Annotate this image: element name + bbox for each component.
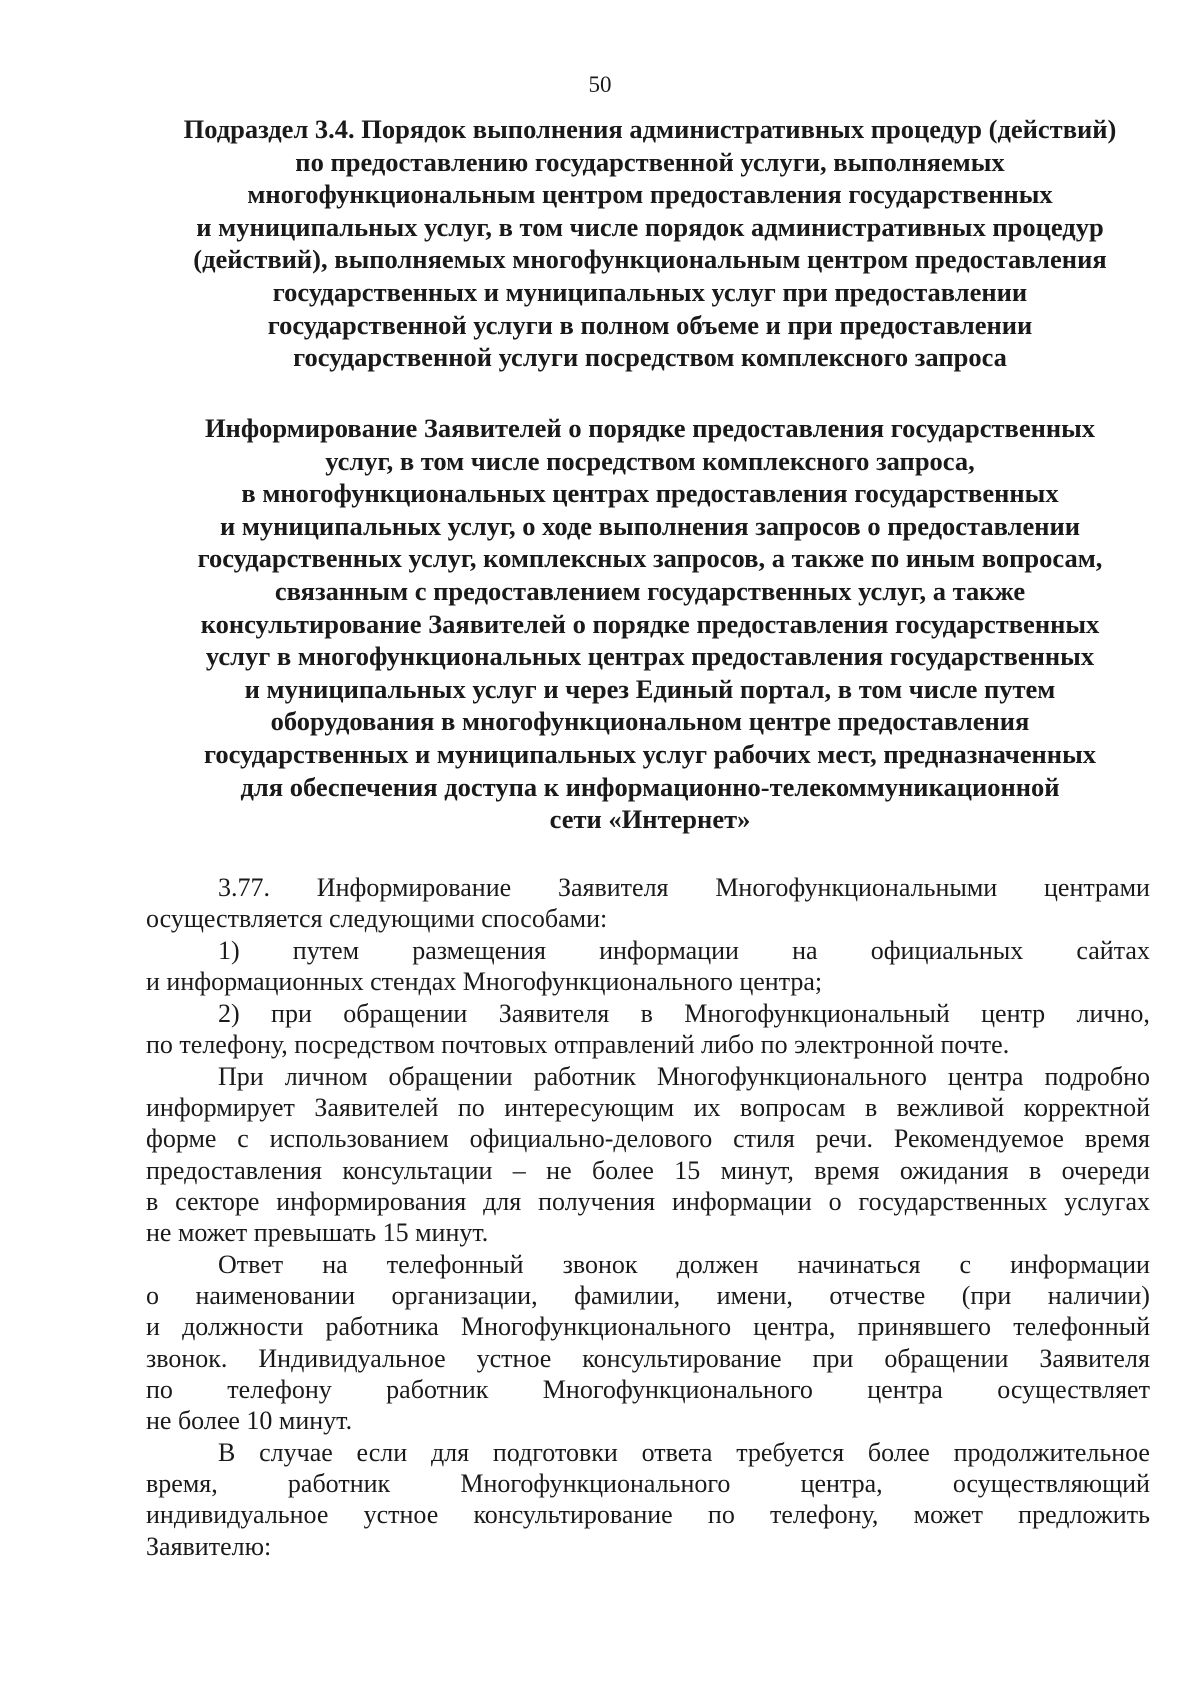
word: информации <box>1010 1250 1150 1279</box>
word: время <box>1084 1124 1150 1154</box>
word: устное <box>363 1500 439 1530</box>
word: на <box>322 1250 348 1279</box>
text-line: не может превышать 15 минут. <box>146 1218 489 1248</box>
word: Многофункционального <box>461 1312 732 1342</box>
word: центра <box>867 1374 943 1404</box>
heading-line: консультирование Заявителей о порядке предоставления государственных <box>200 608 1100 639</box>
text-line: осуществляется следующими способами: <box>146 904 608 934</box>
heading-line: государственных услуг, комплексных запросов, а также по иным вопросам, <box>197 543 1103 574</box>
paragraph-3-77 <box>146 872 1150 934</box>
heading-line: услуг, в том числе посредством комплексного запроса, <box>325 445 975 476</box>
heading-line: Информирование Заявителей о порядке предоставления государственных <box>204 413 1096 443</box>
text-line: по телефону, посредством почтовых отправлений либо по электронной почте. <box>146 1030 1010 1060</box>
text-line <box>146 1186 1150 1217</box>
word: вопросам <box>739 1093 846 1123</box>
word: с <box>237 1124 249 1154</box>
text-line <box>146 1311 1150 1342</box>
text-line <box>146 1437 1150 1468</box>
paragraph-phone-answer <box>146 1249 1150 1436</box>
word: Рекомендуемое <box>893 1124 1064 1154</box>
word: При <box>218 1062 264 1091</box>
word: Многофункциональными <box>715 873 998 902</box>
word: для <box>483 1186 522 1216</box>
word: должен <box>676 1250 759 1279</box>
word: при <box>271 999 312 1028</box>
text-line <box>146 1343 1150 1374</box>
text-line <box>146 935 1150 966</box>
word: индивидуальное <box>146 1500 329 1530</box>
word: информации <box>599 936 739 965</box>
word: не <box>546 1155 572 1185</box>
text-line <box>146 1468 1150 1499</box>
word: размещения <box>412 936 546 965</box>
word: случае <box>259 1438 333 1467</box>
text-line <box>146 1061 1150 1092</box>
word: в <box>864 1093 878 1123</box>
word: стиля <box>733 1124 795 1154</box>
word: при <box>812 1343 854 1373</box>
list-item-1 <box>146 935 1150 997</box>
word: Многофункциональный <box>684 999 950 1028</box>
word: подготовки <box>492 1438 618 1467</box>
word: Заявителя <box>557 873 669 902</box>
word: консультирование <box>582 1343 782 1373</box>
word: на <box>792 936 818 965</box>
text-line <box>146 1499 1150 1530</box>
word: по <box>457 1093 485 1123</box>
word: устное <box>476 1343 552 1373</box>
word: минут, <box>720 1155 794 1185</box>
word: звонок <box>562 1250 638 1279</box>
heading-line: услуг в многофункциональных центрах предоставления государственных <box>205 641 1095 672</box>
heading-line: государственной услуги в полном объеме и при предоставлении <box>267 309 1033 340</box>
text-line: не более 10 минут. <box>146 1406 353 1436</box>
word: может <box>913 1500 983 1530</box>
text-line: Заявителю: <box>146 1531 272 1561</box>
word: если <box>356 1438 408 1467</box>
word: телефонный <box>386 1250 524 1279</box>
list-item-2 <box>146 998 1150 1060</box>
heading-line: многофункциональным центром предоставления государственных <box>247 179 1053 210</box>
text-line <box>146 1092 1150 1123</box>
word: лично, <box>1076 999 1150 1028</box>
informing-heading <box>140 412 1160 836</box>
word: в <box>1028 1155 1042 1185</box>
word: обращении <box>343 999 468 1028</box>
word: начинаться <box>797 1250 921 1279</box>
text-line <box>146 1155 1150 1186</box>
word: о <box>146 1281 159 1311</box>
word: очереди <box>1061 1155 1150 1185</box>
word: требуется <box>736 1438 845 1467</box>
heading-line: по предоставлению государственной услуги, выполняемых <box>295 146 1005 177</box>
text-line <box>146 1123 1150 1154</box>
word: путем <box>292 936 360 965</box>
word: звонок. <box>146 1343 228 1373</box>
word: работника <box>325 1312 439 1342</box>
word: и <box>146 1312 160 1342</box>
word: Ответ <box>218 1250 284 1279</box>
word: телефону <box>227 1374 332 1404</box>
word: Многофункционального <box>656 1062 927 1091</box>
page-number: 50 <box>588 72 612 97</box>
paragraph-longer-preparation <box>146 1437 1150 1562</box>
word: Информирование <box>316 873 512 902</box>
subsection-heading <box>140 113 1160 374</box>
word: Заявителя <box>498 999 610 1028</box>
word: обращении <box>388 1062 513 1091</box>
word: работник <box>533 1062 636 1091</box>
word: ожидания <box>899 1155 1009 1185</box>
heading-line: и муниципальных услуг, о ходе выполнения запросов о предоставлении <box>219 510 1081 541</box>
word: ответа <box>641 1438 713 1467</box>
word: подробно <box>1044 1062 1150 1091</box>
word: консультирование <box>473 1500 673 1530</box>
text-line <box>146 872 1150 903</box>
text-line <box>146 1374 1150 1405</box>
word: информации <box>671 1186 812 1216</box>
word: центр <box>981 999 1046 1028</box>
word: секторе <box>175 1186 260 1216</box>
word: должности <box>182 1312 304 1342</box>
word: услугах <box>1064 1186 1150 1216</box>
heading-line: связанным с предоставлением государственных услуг, а также <box>274 575 1026 606</box>
word: В <box>218 1438 236 1467</box>
word: имени, <box>716 1281 793 1311</box>
heading-line: оборудования в многофункциональном центре предоставления <box>270 706 1030 737</box>
word: Заявителей <box>314 1093 439 1123</box>
word: официальных <box>870 936 1024 965</box>
word: о <box>828 1186 842 1216</box>
heading-line: и муниципальных услуг, в том числе порядок административных процедур <box>196 211 1104 242</box>
word: 3.77. <box>218 873 270 902</box>
word: их <box>693 1093 721 1123</box>
word: осуществляет <box>997 1374 1150 1404</box>
paragraph-personal-visit <box>146 1061 1150 1248</box>
word: по <box>146 1374 173 1404</box>
word: время <box>814 1155 880 1185</box>
word: (при <box>961 1281 1012 1311</box>
text-line <box>146 1280 1150 1311</box>
word: интересующим <box>504 1093 675 1123</box>
word: государственных <box>858 1186 1048 1216</box>
word: продолжительное <box>953 1438 1150 1467</box>
word: фамилии, <box>574 1281 681 1311</box>
word: отчестве <box>829 1281 926 1311</box>
word: 2) <box>218 999 240 1028</box>
word: центра <box>947 1062 1024 1091</box>
word: Заявителя <box>1039 1343 1150 1373</box>
word: центрами <box>1044 873 1150 902</box>
word: в <box>146 1186 159 1216</box>
word: 15 <box>674 1155 701 1185</box>
word: официально-делового <box>469 1124 713 1154</box>
word: осуществляющий <box>952 1469 1150 1499</box>
word: более <box>867 1438 930 1467</box>
word: 1) <box>218 936 240 965</box>
word: вежливой <box>896 1093 1005 1123</box>
text-line: и информационных стендах Многофункционального центра; <box>146 967 823 997</box>
word: центра, <box>753 1312 836 1342</box>
word: форме <box>146 1124 217 1154</box>
word: личном <box>284 1062 368 1091</box>
word: с <box>959 1250 972 1279</box>
word: в <box>640 999 653 1028</box>
heading-line: и муниципальных услуг и через Единый портал, в том числе путем <box>244 673 1056 704</box>
word: речи. <box>815 1124 874 1154</box>
word: информирования <box>276 1186 467 1216</box>
heading-line: государственных и муниципальных услуг рабочих мест, предназначенных <box>203 738 1097 769</box>
word: – <box>512 1155 526 1185</box>
word: работник <box>287 1469 391 1499</box>
word: консультации <box>342 1155 493 1185</box>
word: информирует <box>146 1093 295 1123</box>
word: предоставления <box>146 1155 322 1185</box>
word: обращении <box>884 1343 1009 1373</box>
heading-line: сети «Интернет» <box>549 804 751 835</box>
word: центра, <box>800 1469 883 1499</box>
heading-line: (действий), выполняемых многофункциональным центром предоставления <box>193 244 1107 275</box>
heading-line: для обеспечения доступа к информационно-телекоммуникационной <box>240 771 1060 802</box>
word: по <box>707 1500 735 1530</box>
word: телефонный <box>1013 1312 1150 1342</box>
word: использованием <box>269 1124 449 1154</box>
text-line <box>146 998 1150 1029</box>
word: время, <box>146 1469 218 1499</box>
word: более <box>591 1155 654 1185</box>
word: для <box>430 1438 470 1467</box>
text-line <box>146 1249 1150 1280</box>
word: телефону, <box>770 1500 879 1530</box>
word: работник <box>386 1374 489 1404</box>
word: получения <box>538 1186 656 1216</box>
word: Многофункционального <box>542 1374 813 1404</box>
heading-line: в многофункциональных центрах предоставления государственных <box>241 478 1059 509</box>
word: организации, <box>391 1281 538 1311</box>
word: наименовании <box>195 1281 355 1311</box>
word: Многофункционального <box>460 1469 731 1499</box>
word: наличии) <box>1047 1281 1150 1311</box>
word: предложить <box>1018 1500 1150 1530</box>
word: принявшего <box>857 1312 992 1342</box>
word: Индивидуальное <box>258 1343 446 1373</box>
heading-line: государственной услуги посредством комплексного запроса <box>293 342 1007 373</box>
word: сайтах <box>1076 936 1150 965</box>
heading-line: государственных и муниципальных услуг при предоставлении <box>272 276 1028 307</box>
word: корректной <box>1023 1093 1150 1123</box>
heading-line: Подраздел 3.4. Порядок выполнения административных процедур (действий) <box>183 114 1117 144</box>
